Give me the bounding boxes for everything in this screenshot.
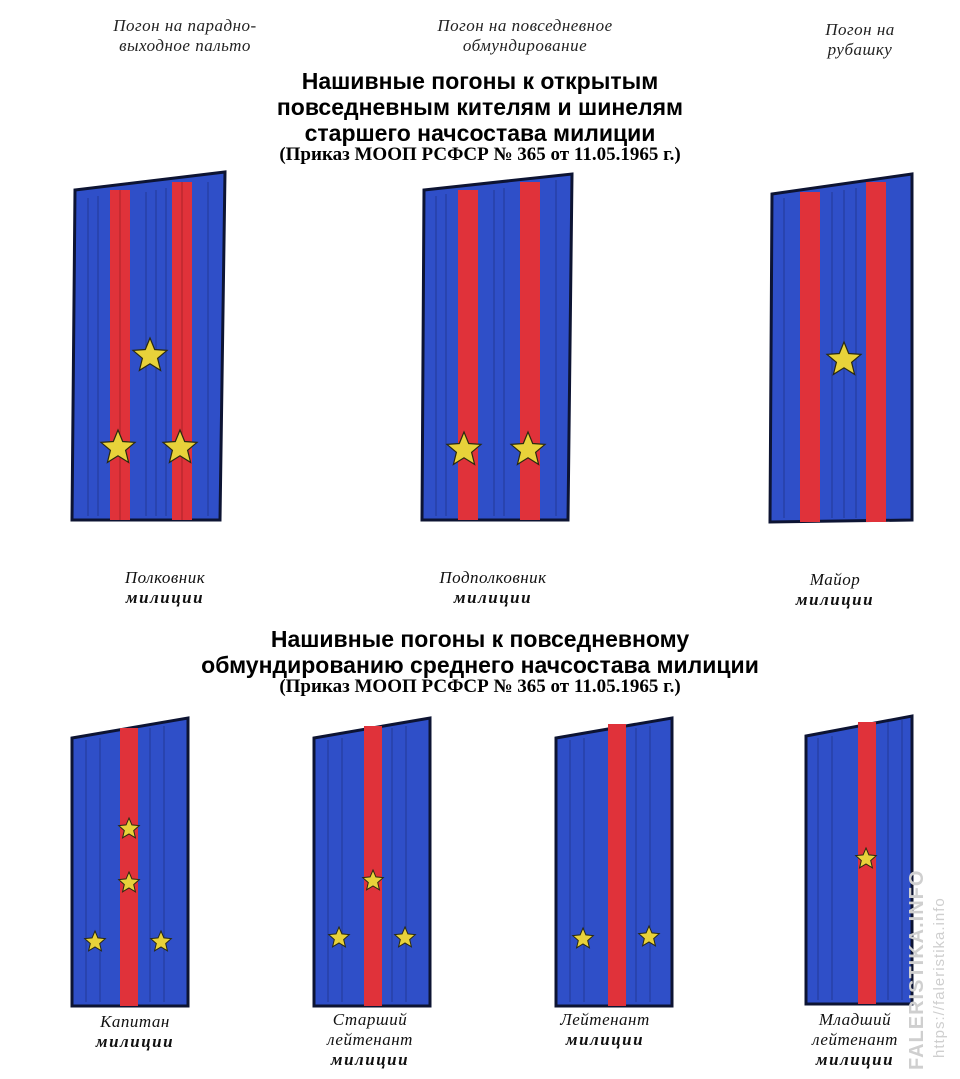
watermark-brand: FALERISTIKA.INFO bbox=[906, 869, 928, 1070]
shoulder-board-lieutenant bbox=[548, 714, 678, 1010]
watermark-url: https://faleristika.info bbox=[931, 897, 948, 1058]
caption-everyday-line2: обмундирование bbox=[462, 36, 588, 55]
rank-subtitle: милиции bbox=[795, 590, 875, 609]
rank-subtitle: милиции bbox=[95, 1032, 175, 1051]
rank-title: Капитан bbox=[100, 1012, 170, 1031]
rank-title: Старший bbox=[332, 1010, 408, 1029]
rank-caption-lt-colonel bbox=[398, 568, 588, 608]
caption-shirt-line2: рубашку bbox=[827, 40, 893, 59]
section1-title-line1: Нашивные погоны к открытым bbox=[301, 68, 659, 94]
red-stripe bbox=[458, 190, 478, 520]
shoulder-board-captain bbox=[64, 714, 194, 1010]
caption-coat-line2: выходное пальто bbox=[119, 36, 251, 55]
shoulder-board-major bbox=[762, 170, 914, 530]
section2-order: (Приказ МООП РСФСР № 365 от 11.05.1965 г.) bbox=[279, 676, 681, 697]
caption-coat bbox=[60, 16, 310, 56]
rank-title-line2: лейтенант bbox=[812, 1030, 898, 1049]
shoulder-board-junior-lieutenant bbox=[798, 712, 914, 1008]
caption-shirt-line1: Погон на bbox=[825, 20, 895, 39]
rank-caption-colonel bbox=[70, 568, 260, 608]
caption-everyday-line1: Погон на повседневное bbox=[437, 16, 613, 35]
red-stripe bbox=[364, 726, 382, 1006]
section1-title-line2: повседневным кителям и шинелям bbox=[276, 94, 684, 120]
red-stripe bbox=[866, 182, 886, 522]
rank-subtitle: милиции bbox=[330, 1050, 410, 1069]
red-stripe bbox=[120, 728, 138, 1006]
section2-title-line1: Нашивные погоны к повседневному bbox=[270, 626, 690, 652]
red-stripe bbox=[520, 182, 540, 520]
shoulder-board-senior-lieutenant bbox=[306, 714, 436, 1010]
rank-title: Полковник bbox=[124, 568, 206, 587]
rank-title: Младший bbox=[818, 1010, 892, 1029]
caption-shirt bbox=[790, 20, 930, 60]
rank-subtitle: милиции bbox=[815, 1050, 895, 1069]
rank-caption-captain bbox=[55, 1012, 215, 1052]
rank-title-line2: лейтенант bbox=[327, 1030, 413, 1049]
red-stripe bbox=[800, 192, 820, 522]
section1-order: (Приказ МООП РСФСР № 365 от 11.05.1965 г.) bbox=[279, 144, 681, 165]
caption-coat-line1: Погон на парадно- bbox=[113, 16, 257, 35]
rank-caption-senior-lieutenant bbox=[290, 1010, 450, 1070]
shoulder-board-colonel bbox=[60, 168, 235, 528]
watermark bbox=[906, 870, 952, 1070]
shoulder-board-lt-colonel bbox=[410, 168, 585, 528]
rank-caption-major bbox=[755, 570, 915, 610]
rank-subtitle: милиции bbox=[565, 1030, 645, 1049]
section2-title-line2: обмундированию среднего начсостава милиции bbox=[201, 652, 759, 678]
rank-subtitle: милиции bbox=[453, 588, 533, 607]
rank-title: Подполковник bbox=[439, 568, 547, 587]
red-stripe bbox=[608, 724, 626, 1006]
section2-title bbox=[150, 626, 810, 678]
rank-subtitle: милиции bbox=[125, 588, 205, 607]
section1-title-line3: старшего начсостава милиции bbox=[304, 120, 656, 146]
section1-title bbox=[180, 68, 780, 146]
rank-title: Лейтенант bbox=[560, 1010, 650, 1029]
caption-everyday bbox=[380, 16, 670, 56]
rank-caption-lieutenant bbox=[525, 1010, 685, 1050]
rank-title: Майор bbox=[809, 570, 861, 589]
